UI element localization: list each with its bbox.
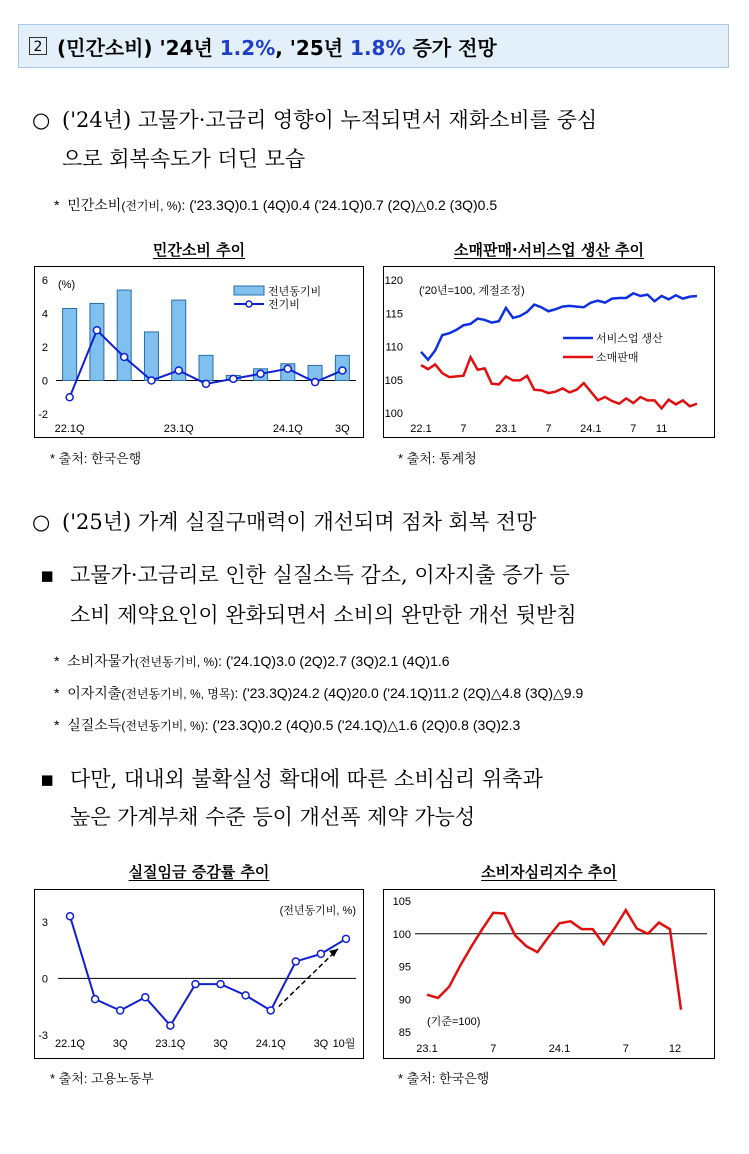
section-header — [18, 24, 729, 68]
chart4-ytick: 105 — [392, 896, 411, 908]
chart1-bar — [199, 355, 213, 380]
note-private-consumption: * 민간소비(전기비, %): ('23.3Q)0.1 (4Q)0.4 ('24.1Q)0.7 (2Q)△0.2 (3Q)0.5 — [54, 197, 498, 213]
chart3-point — [267, 1007, 274, 1014]
chart3-xtick: 23.1Q — [155, 1038, 186, 1050]
bullet-25-line: ('25년) 가계 실질구매력이 개선되며 점차 회복 전망 — [62, 510, 537, 534]
chart4-plot — [383, 889, 715, 1059]
chart4-annotation: (기준=100) — [427, 1016, 481, 1028]
chart1-point — [284, 365, 291, 372]
bullet-24-line1: ('24년) 고물가·고금리 영향이 누적되면서 재화소비를 중심 — [62, 108, 598, 132]
chart1-point — [339, 367, 346, 374]
chart3-point — [292, 958, 299, 965]
chart2-xtick: 7 — [460, 423, 467, 435]
chart1-ytick: 2 — [41, 342, 48, 354]
chart3-xtick: 10월 — [332, 1038, 356, 1050]
chart1-ytick: -2 — [38, 409, 48, 421]
chart1-bar — [63, 308, 77, 380]
chart1-ytick: 4 — [41, 308, 48, 321]
chart3-point — [242, 992, 249, 999]
chart4-ytick: 85 — [398, 1027, 411, 1039]
chart4-frame — [384, 890, 715, 1059]
section-number: 2 — [29, 37, 47, 55]
chart1-ytick: 0 — [41, 375, 48, 388]
chart1-xtick: 23.1Q — [163, 423, 194, 435]
chart3-ytick: 3 — [41, 916, 48, 929]
chart3-point — [217, 981, 224, 988]
chart2-xtick: 11 — [655, 423, 668, 435]
sub-bullet-2: ▪ 다만, 대내외 불확실성 확대에 따른 소비심리 위축과 — [40, 767, 543, 791]
sub-bullet-1: ▪ 고물가·고금리로 인한 실질소득 감소, 이자지출 증가 등 — [40, 563, 570, 587]
chart3-ytick: -3 — [38, 1030, 48, 1042]
chart3-point — [317, 950, 324, 957]
chart3-point — [167, 1022, 174, 1029]
chart4-title: 소비자심리지수 추이 — [481, 863, 617, 881]
chart1-xtick: 22.1Q — [54, 423, 85, 435]
note-interest: * 이자지출(전년동기비, %, 명목): ('23.3Q)24.2 (4Q)20.0 ('24.1Q)11.2 (2Q)△4.8 (3Q)△9.9 — [54, 685, 584, 701]
sub-bullet-2-line2: 높은 가계부채 수준 등이 개선폭 제약 가능성 — [70, 805, 476, 829]
chart1-point — [230, 375, 237, 382]
chart2-ytick: 105 — [384, 374, 403, 387]
sub-bullet-1-line2: 소비 제약요인이 완화되면서 소비의 완만한 개선 뒷받침 — [70, 603, 577, 627]
chart2-legend-retail: 소매판매 — [596, 352, 639, 364]
bullet-24-line2: 으로 회복속도가 더딘 모습 — [62, 147, 306, 171]
chart3-xtick: 24.1Q — [255, 1038, 286, 1050]
chart3-xtick: 3Q — [112, 1038, 128, 1050]
chart1-bar — [144, 332, 158, 381]
bullet-25: ○ ('25년) 가계 실질구매력이 개선되며 점차 회복 전망 — [32, 510, 537, 534]
chart2-ytick: 100 — [384, 408, 403, 420]
sub-bullet-1-line1: 고물가·고금리로 인한 실질소득 감소, 이자지출 증가 등 — [70, 563, 570, 587]
chart2-xtick: 7 — [545, 423, 552, 435]
sub-bullet-2-line1: 다만, 대내외 불확실성 확대에 따른 소비심리 위축과 — [70, 767, 543, 791]
chart3-xtick: 3Q — [213, 1038, 228, 1050]
chart1-legend-bar: 전년동기비 — [268, 286, 322, 298]
chart2-source: * 출처: 통계청 — [398, 451, 477, 466]
chart1-point — [93, 327, 100, 334]
chart2-xtick: 23.1 — [495, 423, 517, 435]
chart3-xtick: 3Q — [313, 1038, 329, 1050]
chart1-source: * 출처: 한국은행 — [50, 451, 142, 466]
chart3-point — [117, 1007, 124, 1014]
chart3-point — [192, 981, 199, 988]
chart1-legend-bar-swatch — [234, 286, 264, 295]
chart2-plot — [383, 266, 715, 438]
chart3-unit: (전년동기비, %) — [279, 905, 356, 917]
chart3-plot — [34, 889, 364, 1059]
chart4-xtick: 12 — [668, 1043, 682, 1055]
chart3-point — [142, 994, 149, 1001]
chart2-annotation: ('20년=100, 계절조정) — [419, 285, 525, 297]
chart3-point — [67, 913, 74, 920]
chart1-point — [203, 380, 210, 387]
chart4-ytick: 95 — [398, 961, 411, 974]
chart1-point — [66, 394, 73, 401]
chart1-point — [257, 370, 264, 377]
chart1-xtick: 3Q — [335, 423, 350, 435]
chart3-point — [92, 996, 99, 1003]
chart2-ytick: 115 — [385, 308, 403, 321]
section-title: (민간소비) '24년 1.2%, '25년 1.8% 증가 전망 — [57, 35, 497, 60]
chart4-source: * 출처: 한국은행 — [398, 1071, 490, 1086]
chart2-ytick: 110 — [385, 341, 403, 354]
chart1-legend-line: 전기비 — [268, 299, 300, 311]
chart3-source: * 출처: 고용노동부 — [50, 1071, 154, 1086]
note-cpi: * 소비자물가(전년동기비, %): ('24.1Q)3.0 (2Q)2.7 (3Q)2.1 (4Q)1.6 — [54, 653, 450, 669]
chart1-point — [175, 367, 182, 374]
chart1-point — [312, 379, 319, 386]
chart1-plot — [34, 266, 364, 438]
chart3-point — [343, 935, 350, 942]
chart1-ytick: 6 — [41, 275, 48, 287]
chart4-ytick: 90 — [398, 994, 411, 1007]
chart2-xtick: 22.1 — [410, 423, 432, 435]
chart3-ytick: 0 — [41, 973, 48, 986]
chart4-xtick: 24.1 — [548, 1043, 571, 1055]
chart1-title: 민간소비 추이 — [152, 241, 246, 259]
chart4-xtick: 7 — [490, 1043, 497, 1055]
chart1-point — [121, 354, 128, 361]
chart3-title: 실질임금 증감률 추이 — [128, 863, 270, 881]
chart1-point — [148, 377, 155, 384]
chart4-xtick: 23.1 — [416, 1043, 438, 1055]
chart2-legend-service: 서비스업 생산 — [596, 333, 663, 345]
chart1-bar — [117, 290, 131, 380]
chart3-xtick: 22.1Q — [55, 1038, 85, 1050]
chart2-xtick: 24.1 — [580, 423, 602, 435]
chart1-xtick: 24.1Q — [272, 423, 303, 435]
chart1-unit: (%) — [58, 279, 76, 291]
note-real-income: * 실질소득(전년동기비, %): ('23.3Q)0.2 (4Q)0.5 ('24.1Q)△1.6 (2Q)0.8 (3Q)2.3 — [54, 717, 521, 733]
chart2-ytick: 120 — [384, 275, 403, 287]
chart2-xtick: 7 — [630, 423, 637, 435]
chart4-ytick: 100 — [392, 928, 411, 941]
chart2-title: 소매판매·서비스업 생산 추이 — [453, 241, 645, 259]
bullet-24: ○ ('24년) 고물가·고금리 영향이 누적되면서 재화소비를 중심 — [32, 108, 598, 132]
chart4-xtick: 7 — [622, 1043, 629, 1055]
